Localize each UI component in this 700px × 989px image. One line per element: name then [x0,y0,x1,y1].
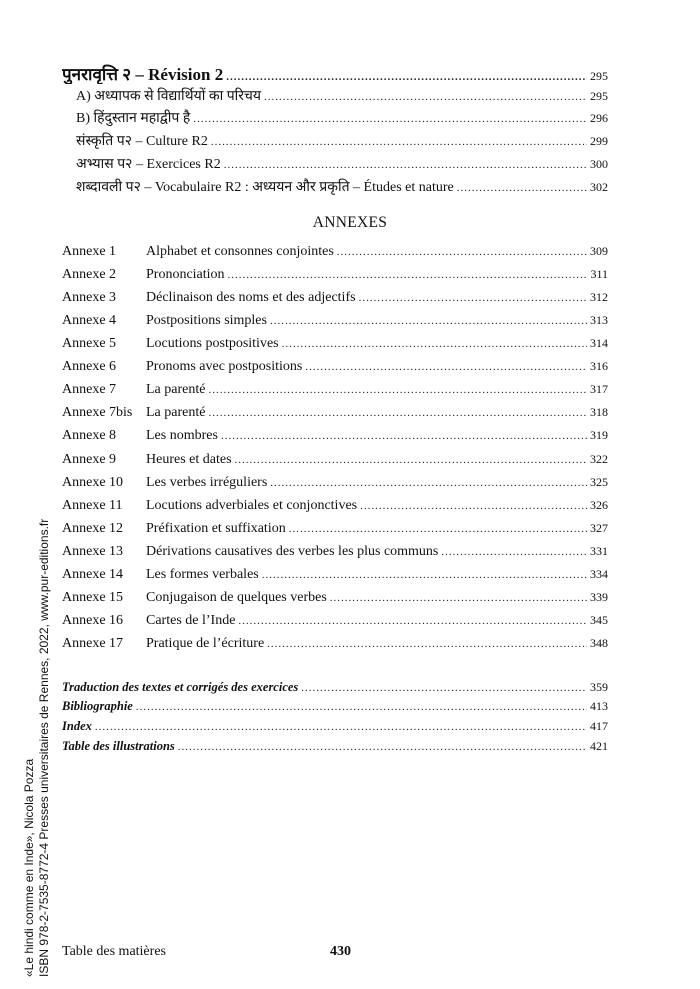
annex-page: 313 [590,313,608,327]
toc-entry-title: पुनरावृत्ति २ – Révision 2 [62,65,224,84]
toc-entry[interactable] [76,108,608,130]
appendix-page: 413 [590,699,608,713]
annex-label: Annexe 16 [62,613,124,628]
toc-entry-title: अभ्यास प२ – Exercices R2 [76,157,221,172]
toc-entry-revision-2[interactable] [62,62,608,84]
appendix-title: Traduction des textes et corrigés des exercices [62,680,299,694]
annex-entry[interactable] [62,475,608,497]
annex-title: Postpositions simples [146,313,267,328]
appendix-entry[interactable] [62,680,608,700]
toc-entry[interactable] [76,131,608,153]
annex-page: 325 [590,475,608,489]
annex-title: Cartes de l’Inde [146,613,236,628]
annex-title: La parenté [146,405,206,420]
running-footer: Table des matières [62,944,166,959]
appendix-title: Index [62,719,92,733]
annex-page: 316 [590,359,608,373]
leader-dots [270,477,587,489]
annex-page: 312 [590,290,608,304]
toc-entry[interactable] [76,177,608,199]
annex-title: Prononciation [146,267,225,282]
annex-title: Déclinaison des noms et des adjectifs [146,290,356,305]
annex-label: Annexe 8 [62,428,117,443]
appendix-title: Table des illustrations [62,739,175,753]
annex-entry[interactable] [62,636,608,658]
leader-dots [264,91,587,103]
annex-title: Pronoms avec postpositions [146,359,303,374]
leader-dots [305,361,587,373]
toc-entry-title: संस्कृति प२ – Culture R2 [76,134,208,149]
leader-dots [301,682,587,694]
annex-label: Annexe 9 [62,452,117,467]
leader-dots [330,592,587,604]
annex-entry[interactable] [62,405,608,427]
toc-entry-page: 296 [590,111,608,125]
leader-dots [193,113,587,125]
annex-entry[interactable] [62,290,608,312]
annex-label: Annexe 15 [62,590,124,605]
annex-title: Les formes verbales [146,567,259,582]
annex-title: Dérivations causatives des verbes les plus communs [146,544,439,559]
annex-label: Annexe 11 [62,498,123,513]
leader-dots [267,638,587,650]
annex-page: 331 [590,544,608,558]
annex-entry[interactable] [62,544,608,566]
leader-dots [238,615,587,627]
side-credit [22,519,52,977]
annex-page: 339 [590,590,608,604]
annex-page: 317 [590,382,608,396]
annex-entry[interactable] [62,313,608,335]
leader-dots [441,546,587,558]
annex-entry[interactable] [62,498,608,520]
annex-label: Annexe 4 [62,313,117,328]
annex-page: 327 [590,521,608,535]
leader-dots [136,701,587,713]
annex-page: 334 [590,567,608,581]
leader-dots [208,384,587,396]
annex-label: Annexe 13 [62,544,124,559]
annex-label: Annexe 2 [62,267,117,282]
annex-entry[interactable] [62,244,608,266]
annex-entry[interactable] [62,428,608,450]
toc-entry[interactable] [76,154,608,176]
leader-dots [95,721,587,733]
annex-title: Préfixation et suffixation [146,521,286,536]
appendix-page: 421 [590,739,608,753]
annex-page: 326 [590,498,608,512]
toc-entry-page: 299 [590,134,608,148]
toc-entry-page: 300 [590,157,608,171]
annex-label: Annexe 7bis [62,405,133,420]
annex-entry[interactable] [62,336,608,358]
leader-dots [208,407,587,419]
annex-title: Locutions adverbiales et conjonctives [146,498,358,513]
annex-page: 309 [590,244,608,258]
annex-page: 348 [590,636,608,650]
annex-title: Les verbes irréguliers [146,475,268,490]
annex-label: Annexe 7 [62,382,117,397]
page-number: 430 [330,944,351,959]
annex-entry[interactable] [62,521,608,543]
side-credit-line: ISBN 978-2-7535-8772-4 Presses universitaires de Rennes, 2022, www.pur-editions.fr [37,518,51,977]
annex-page: 311 [590,267,608,281]
leader-dots [289,523,587,535]
leader-dots [282,338,587,350]
annex-entry[interactable] [62,382,608,404]
leader-dots [178,741,587,753]
appendix-page: 417 [590,719,608,733]
annex-label: Annexe 1 [62,244,117,259]
annex-title: Heures et dates [146,452,232,467]
annex-page: 322 [590,452,608,466]
annex-page: 318 [590,405,608,419]
appendix-entry[interactable] [62,699,608,719]
toc-entry-title: A) अध्यापक से विद्यार्थियों का परिचय [76,89,262,104]
annex-entry[interactable] [62,452,608,474]
appendix-page: 359 [590,680,608,694]
leader-dots [221,430,587,442]
toc-entry-title: B) हिंदुस्तान महाद्वीप है [76,111,191,126]
leader-dots [211,136,587,148]
annex-entry[interactable] [62,267,608,289]
leader-dots [337,246,587,258]
toc-entry-page: 302 [590,180,608,194]
leader-dots [226,71,587,83]
annex-entry[interactable] [62,359,608,381]
annex-title: Locutions postpositives [146,336,279,351]
annex-title: La parenté [146,382,206,397]
annex-title: Les nombres [146,428,218,443]
toc-entry[interactable] [76,86,608,108]
leader-dots [228,269,588,281]
appendix-entry[interactable] [62,719,608,739]
side-credit-line: «Le hindi comme en Inde», Nicola Pozza [22,758,36,977]
annex-label: Annexe 12 [62,521,124,536]
annex-label: Annexe 3 [62,290,117,305]
appendix-title: Bibliographie [62,699,133,713]
leader-dots [224,159,587,171]
annex-title: Pratique de l’écriture [146,636,265,651]
annex-entry[interactable] [62,567,608,589]
leader-dots [270,315,587,327]
annex-entry[interactable] [62,613,608,635]
leader-dots [262,569,587,581]
leader-dots [457,182,587,194]
annex-page: 314 [590,336,608,350]
annex-page: 345 [590,613,608,627]
toc-entry-page: 295 [590,89,608,103]
annexes-heading: ANNEXES [312,214,388,231]
annex-entry[interactable] [62,590,608,612]
annex-label: Annexe 14 [62,567,124,582]
annex-label: Annexe 10 [62,475,124,490]
appendix-entry[interactable] [62,739,608,759]
annex-title: Alphabet et consonnes conjointes [146,244,334,259]
toc-entry-title: शब्दावली प२ – Vocabulaire R2 : अध्ययन और प्रकृति – Études et nature [76,180,454,195]
annex-label: Annexe 17 [62,636,124,651]
annex-page: 319 [590,428,608,442]
annex-label: Annexe 6 [62,359,117,374]
leader-dots [235,454,587,466]
leader-dots [360,500,587,512]
toc-entry-page: 295 [590,69,608,83]
leader-dots [359,292,587,304]
annex-label: Annexe 5 [62,336,117,351]
annex-title: Conjugaison de quelques verbes [146,590,327,605]
